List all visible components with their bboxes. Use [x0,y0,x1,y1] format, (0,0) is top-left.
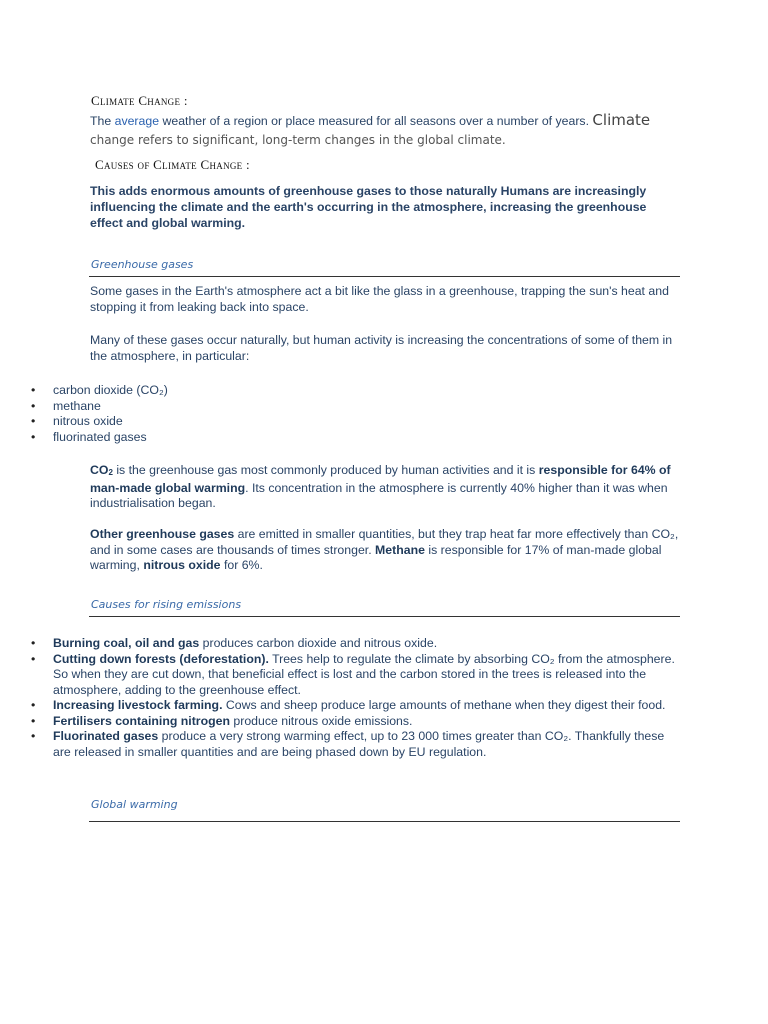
cause-text: Cows and sheep produce large amounts of methane when they digest their food. [222,698,666,712]
divider [89,276,680,277]
average-link[interactable]: average [114,114,160,128]
greenhouse-paragraph-1: Some gases in the Earth's atmosphere act a bit like the glass in a greenhouse, trapping the sun's heat and stopping it from leaking back into space. [90,284,669,314]
definition-line-2: change refers to significant, long-term changes in the global climate. [90,133,506,147]
section-greenhouse-gases: Greenhouse gases [91,258,194,271]
divider [89,616,680,617]
co2-paragraph [90,463,680,512]
intro-paragraph: This adds enormous amounts of greenhouse gases to those naturally Humans are increasingly influencing the climate and the earth's occurring in the atmosphere, increasing the greenhouse effect and global warming. [90,184,647,230]
co2-highlight: responsible for 64% of man-made global warming [90,463,671,495]
cause-text: produces carbon dioxide and nitrous oxide. [199,636,438,650]
cause-title: Cutting down forests (deforestation). [53,651,269,666]
greenhouse-gas-list [31,383,331,445]
cause-title: Increasing livestock farming. [53,698,223,712]
cause-title: Fertilisers containing nitrogen [53,713,230,728]
definition-climate: Climate [592,111,651,129]
list-item [31,714,681,730]
nitrous-oxide-label: nitrous oxide [143,558,221,572]
co2-subscript: 2 [108,468,113,477]
other-gases-paragraph [90,527,680,574]
list-item: • fluorinated gases [31,430,331,446]
cause-text: produce a very strong warming effect, up to 23 000 times greater than CO₂. Thankfully these are released in smaller quantities and are being phased down by EU regulation. [53,729,665,759]
list-item [31,698,681,714]
definition [90,110,690,149]
other-text-1: are emitted in smaller quantities, but they trap heat far more effectively than CO₂, and in some cases are thousands of times stronger. [90,527,679,557]
section-rising-emissions: Causes for rising emissions [91,598,242,611]
other-gases-label: Other greenhouse gases [90,527,235,541]
list-item: • nitrous oxide [31,414,331,430]
list-item: • methane [31,399,331,415]
list-item [31,652,681,699]
definition-text-2: weather of a region or place measured for all seasons over a number of years. [159,114,593,128]
other-text-3: for 6%. [220,558,263,572]
definition-text-1: The [90,114,115,128]
greenhouse-paragraph-2: Many of these gases occur naturally, but human activity is increasing the concentrations of some of them in the atmosphere, in particular: [90,333,673,363]
cause-text: produce nitrous oxide emissions. [229,713,413,728]
emission-causes-list [31,636,681,760]
cause-text: Trees help to regulate the climate by absorbing CO₂ from the atmosphere. So when they are cut down, that beneficial effect is lost and the carbon stored in the trees is released into the atmosphere, adding to the greenhouse effect. [53,651,675,697]
section-global-warming: Global warming [91,798,178,811]
cause-title: Fluorinated gases [53,729,159,743]
causes-heading: Causes of Climate Change : [95,157,250,172]
list-item [31,729,681,760]
other-text-2: is responsible for 17% of man-made global warming, [90,542,662,572]
list-item [31,636,681,652]
divider [89,821,680,822]
list-item: • carbon dioxide (CO₂) [31,383,331,399]
co2-text-2: . Its concentration in the atmosphere is currently 40% higher than it was when industrialisation began. [90,480,668,510]
methane-label: Methane [375,542,425,557]
co2-text-1: is the greenhouse gas most commonly produced by human activities and it is [112,463,539,477]
page-title: Climate Change : [91,93,188,108]
cause-title: Burning coal, oil and gas [53,636,200,650]
co2-label: CO [90,463,109,477]
